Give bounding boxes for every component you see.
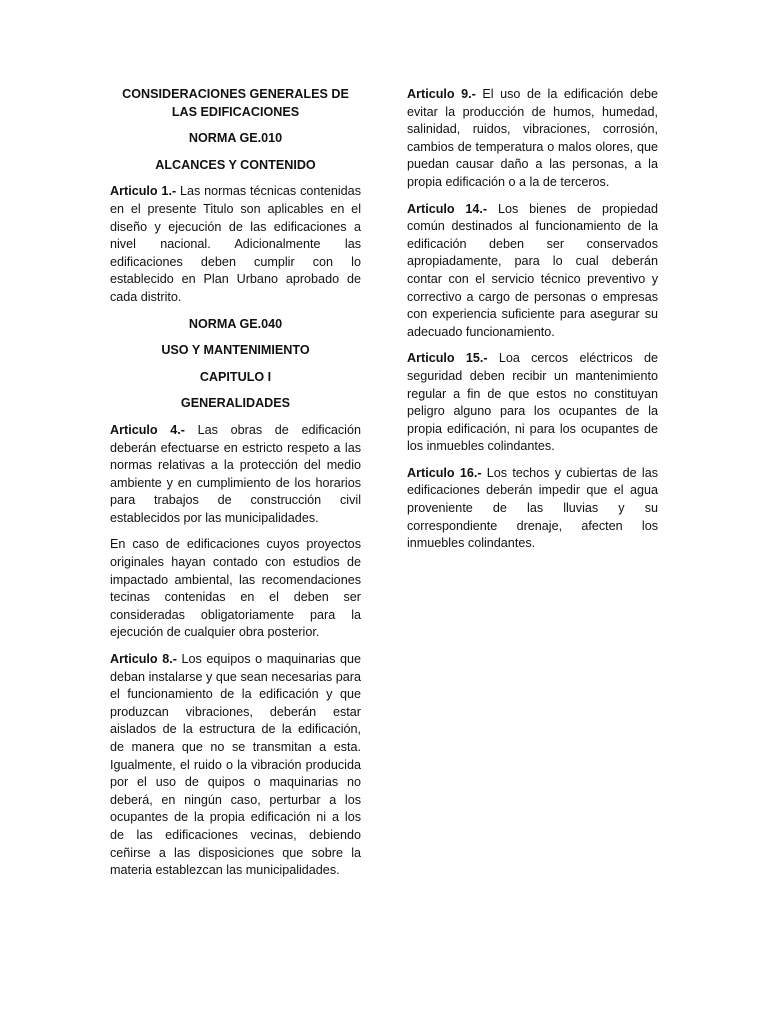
- article-4: [110, 422, 361, 528]
- article-4-text: Las obras de edificación deberán efectuarse en estricto respeto a las normas relativas a la protección del medio ambiente y en cumplimiento de los horarios para trabajos de construcción civil establecidos por las municipalidades.: [110, 422, 361, 525]
- article-4-label: Articulo 4.-: [110, 422, 185, 437]
- article-15: [407, 350, 658, 456]
- article-16-label: Articulo 16.-: [407, 465, 482, 480]
- alcances-heading: ALCANCES Y CONTENIDO: [155, 157, 316, 172]
- article-4-extra-paragraph: En caso de edificaciones cuyos proyectos originales hayan contado con estudios de impactado ambiental, las recomendaciones tecinas contenidas en el deben ser consideradas obligatoriamente para la ejecución de cualquier obra posterior.: [110, 537, 361, 640]
- article-8: [110, 651, 361, 880]
- norma-ge040-heading: NORMA GE.040: [188, 316, 283, 331]
- left-column: [110, 86, 361, 889]
- article-1-label: Articulo 1.-: [110, 184, 177, 199]
- article-9-label: Articulo 9.-: [407, 87, 476, 101]
- article-16-text: Los techos y cubiertas de las edificaciones deberán impedir que el agua proveniente de las lluvias y su correspondiente drenaje, afecten los inmuebles colindantes.: [407, 465, 658, 551]
- article-14-label: Articulo 14.-: [407, 201, 488, 216]
- article-9-text: El uso de la edificación debe evitar la producción de humos, humedad, salinidad, ruidos, vibraciones, corrosión, cambios de temperatura o malos olores, que puedan causar daño a las personas, a la propia edificación o a la de terceros.: [407, 87, 658, 189]
- article-14-text: Los bienes de propiedad común destinados al funcionamiento de la edificación deben ser conservados apropiadamente, para lo cual deberán contar con el servicio técnico preventivo y correctivo a cargo de personas o empresas con experiencia suficiente para asegurar su adecuado funcionamiento.: [407, 201, 658, 339]
- article-1-text: Las normas técnicas contenidas en el presente Titulo son aplicables en el diseño y ejecución de las edificaciones a nivel nacional. Adicionalmente las edificaciones deben cumplir con lo establecido en Plan Urbano aprobado de cada distrito.: [110, 184, 361, 304]
- article-8-text: Los equipos o maquinarias que deban instalarse y que sean necesarias para el funcionamiento de la edificación y que produzcan vibraciones, deberán estar aislados de la estructura de la edificación, de manera que no se transmitan a esta. Igualmente, el ruido o la vibración producida por el uso de quipos o maquinarias no deberá, en ningún caso, perturbar a los ocupantes de la propia edificación ni a los de las edificaciones vecinas, debiendo ceñirse a las disposiciones que sobre la materia establezcan las municipalidades.: [110, 652, 361, 878]
- generalidades-heading: GENERALIDADES: [180, 396, 291, 411]
- norma-ge010-heading: NORMA GE.010: [188, 131, 283, 146]
- article-16: [407, 465, 658, 553]
- right-column: [407, 86, 658, 562]
- article-9: [407, 86, 658, 192]
- document-title: CONSIDERACIONES GENERALES DE LAS EDIFICACIONES: [122, 87, 349, 119]
- article-8-label: Articulo 8.-: [110, 652, 177, 667]
- article-15-text: Loa cercos eléctricos de seguridad deben recibir un mantenimiento regular a fin de que estos no constituyan peligro alguno para los ocupantes de la propia edificación, ni para los ocupantes de los inmuebles colindantes.: [407, 351, 658, 454]
- capitulo-heading: CAPITULO I: [199, 369, 272, 384]
- uso-mantenimiento-heading: USO Y MANTENIMIENTO: [161, 343, 310, 358]
- article-14: [407, 201, 658, 342]
- article-1: [110, 183, 361, 306]
- article-15-label: Articulo 15.-: [407, 351, 488, 366]
